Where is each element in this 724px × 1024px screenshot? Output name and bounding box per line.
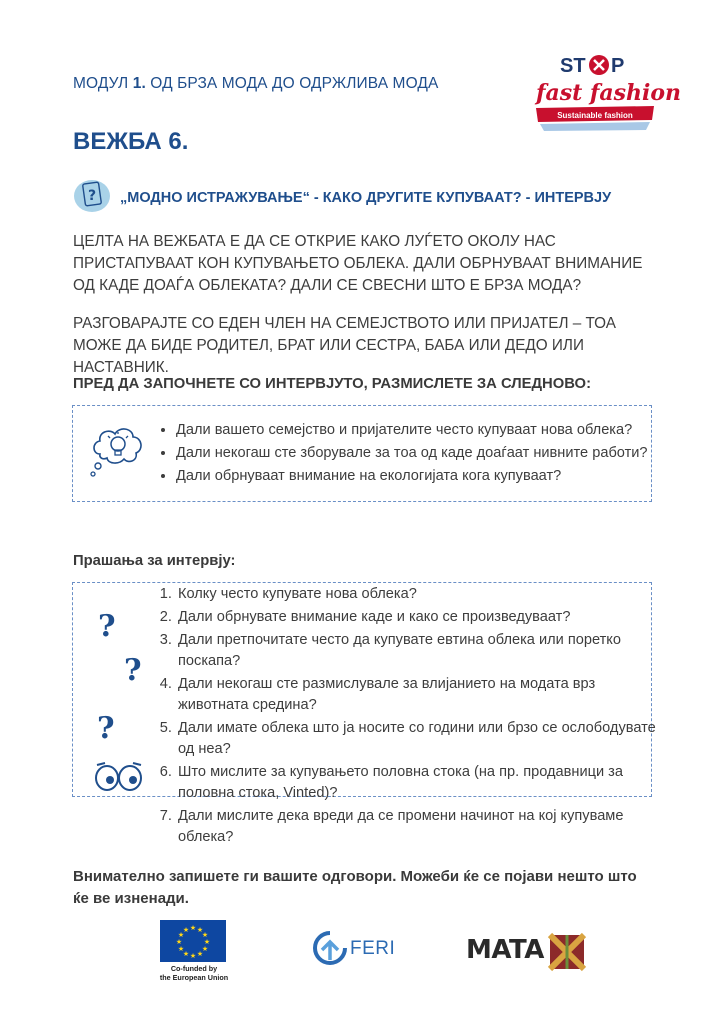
stop-fast-fashion-logo [530,52,682,134]
svg-text:★: ★ [177,945,185,953]
svg-text:★: ★ [201,945,209,953]
interview-questions-heading: Прашања за интервју: [73,553,236,569]
list-item: 6. Што мислите за купувањето половна стока (на пр. продавници за половна стока, Vinted)? [176,762,666,804]
exercise-subtitle: „МОДНО ИСТРАЖУВАЊЕ“ - КАКО ДРУГИТЕ КУПУВААТ? - ИНТЕРВЈУ [120,190,612,206]
svg-text:★: ★ [196,926,204,934]
list-item: • Дали обрнуваат внимание на екологијата кога купуваат? [176,466,656,487]
logo-stop-p: P [611,55,625,77]
eu-cofunded-text [154,964,234,982]
svg-text:★: ★ [182,950,190,958]
list-item: 3. Дали претпочитате често да купувате евтина облека или поретко поскапа? [176,630,666,672]
eu-flag-icon [160,920,226,962]
logo-ribbon-shadow [540,122,650,131]
module-heading [73,75,438,93]
module-prefix: МОДУЛ [73,75,133,92]
svg-text:★: ★ [182,926,190,934]
svg-text:★: ★ [175,938,183,946]
svg-text:★: ★ [189,952,197,960]
eyes-icon [93,760,145,794]
list-item: 5. Дали имате облека што ја носите со години или брзо се ослободувате од неа? [176,718,666,760]
svg-text:★: ★ [203,938,211,946]
list-item: 7. Дали мислите дека вреди да се промени начинот на кој купуваме облека? [176,806,666,848]
eu-cofunded-logo [160,920,228,986]
closing-note: Внимателно запишете ги вашите одговори. Можеби ќе се појави нешто што ќе ве изненади. [73,868,637,907]
logo-tagline: Sustainable fashion [557,111,633,120]
list-item: 4. Дали некогаш сте размислувале за влијанието на модата врз животната средина? [176,674,666,716]
svg-text:?: ? [88,188,97,204]
list-item: 1. Колку често купувате нова облека? [176,584,666,605]
feri-logo [312,930,396,970]
list-item: 2. Дали обрнувате внимание каде и како се произведуваат? [176,607,666,628]
svg-text:★: ★ [196,950,204,958]
goal-paragraph: ЦЕЛТА НА ВЕЖБАТА Е ДА СЕ ОТКРИЕ КАКО ЛУЃЕТО ОКОЛУ НАС ПРИСТАПУВААТ КОН КУПУВАЊЕТО ОБЛЕКА. ДАЛИ ОБРНУВААТ ВНИМАНИЕ ОД КАДЕ ДОАЃА ОБЛЕКАТА? ДАЛИ СЕ СВЕСНИ ШТО Е БРЗА МОДА? [73,233,643,294]
feri-label: FERI [350,938,396,959]
reflection-list [160,420,656,489]
interview-questions-list [162,584,666,850]
question-mark-icon: ? [97,711,115,746]
exercise-title: ВЕЖБА 6. [73,128,189,155]
list-item: • Дали некогаш сте зборувале за тоа од каде доаѓаат нивните работи? [176,443,656,464]
question-note-icon [73,178,111,214]
svg-text:★: ★ [201,931,209,939]
svg-text:★: ★ [177,931,185,939]
eu-text-line: Co-funded by [170,964,218,973]
module-title: ОД БРЗА МОДА ДО ОДРЖЛИВА МОДА [145,75,439,92]
before-interview-heading: ПРЕД ДА ЗАПОЧНЕТЕ СО ИНТЕРВЈУТО, РАЗМИСЛЕТЕ ЗА СЛЕДНОВО: [73,376,591,392]
mata-label: MATA [466,935,544,965]
logo-stop-text: ST [560,55,586,77]
question-mark-icon: ? [124,653,142,688]
instruction-paragraph: РАЗГОВАРАЈТЕ СО ЕДЕН ЧЛЕН НА СЕМЕЈСТВОТО ИЛИ ПРИЈАТЕЛ – ТОА МОЖЕ ДА БИДЕ РОДИТЕЛ, БРАТ ИЛИ СЕСТРА, БАБА ИЛИ ДЕДО ИЛИ НАСТАВНИК. [73,315,616,376]
eu-text-line: the European Union [159,973,229,982]
lightbulb-thought-icon [88,420,148,480]
logo-fast-fashion-text: fast fashion [536,80,682,106]
svg-text:★: ★ [189,924,197,932]
list-item: • Дали вашето семејство и пријателите често купуваат нова облека? [176,420,656,441]
mata-logo [466,935,586,971]
module-number: 1. [132,75,146,92]
question-mark-icon: ? [98,609,116,644]
